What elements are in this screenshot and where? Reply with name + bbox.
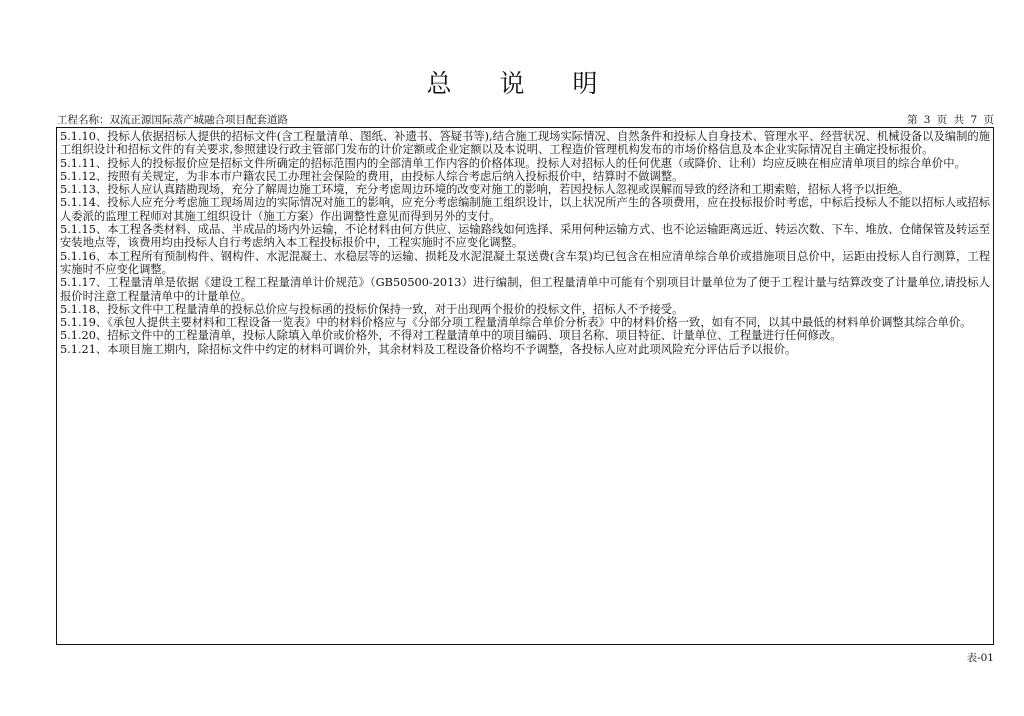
clause-5-1-20: 5.1.20、招标文件中的工程量清单，投标人除填入单价或价格外，不得对工程量清单中的项目编码、项目名称、项目特征、计量单位、工程量进行任何修改。 [60,329,842,343]
form-code-label: 表-01 [966,652,994,664]
clause-5-1-13: 5.1.13、投标人应认真踏勘现场，充分了解周边施工环境，充分考虑周边环境的改变对施工的影响，若因投标人忽视或误解而导致的经济和工期索赔，招标人将予以拒绝。 [60,183,910,197]
page-title: 总 说 明 [426,69,618,98]
document-meta [57,112,994,128]
clause-5-1-12: 5.1.12、按照有关规定，为非本市户籍农民工办理社会保险的费用，由投标人综合考虑后纳入投标报价中，结算时不做调整。 [60,169,684,183]
clause-list [60,130,990,356]
clause-5-1-15: 5.1.15、本工程各类材料、成品、半成品的场内外运输，不论材料由何方供应、运输路线如何选择、采用何种运输方式、也不论运输距离远近、转运次数、下车、堆放、仓储保管及转运至安装地点等，该费用均由投标人自行考虑纳入本工程投标报价中，工程实施时不应变化调整。 [60,223,990,250]
content-frame [56,127,994,645]
project-name-label: 工程名称：双流正源国际蒸产城融合项目配套道路 [57,114,288,126]
clause-5-1-17: 5.1.17、工程量清单是依据《建设工程工程量清单计价规范》（GB50500-2013）进行编制，但工程量清单中可能有个别项目计量单位为了便于工程计量与结算改变了计量单位,请投标人报价时注意工程量清单中的计量单位。 [60,276,990,303]
clause-5-1-14: 5.1.14、投标人应充分考虑施工现场周边的实际情况对施工的影响，应充分考虑编制施工组织设计，以上状况所产生的各项费用，应在投标报价时考虑，中标后投标人不能以招标人或招标人委派的监理工程师对其施工组织设计（施工方案）作出调整性意见而得到另外的支付。 [60,196,990,223]
page-number-label: 第 3 页 共 7 页 [906,114,994,126]
clause-5-1-19: 5.1.19、《承包人提供主要材料和工程设备一览表》中的材料价格应与《分部分项工程量清单综合单价分析表》中的材料价格一致，如有不同，以其中最低的材料单价调整其综合单价。 [60,316,972,330]
clause-5-1-16: 5.1.16、本工程所有预制构件、钢构件、水泥混凝土、水稳层等的运输、损耗及水泥混凝土泵送费(含车泵)均已包含在相应清单综合单价或措施项目总价中，运距由投标人自行测算，工程实施时不应变化调整。 [60,249,990,276]
clause-5-1-11: 5.1.11、投标人的投标报价应是招标文件所确定的招标范围内的全部清单工作内容的价格体现。投标人对招标人的任何优惠（或降价、让利）均应反映在相应清单项目的综合单价中。 [60,156,966,170]
clause-5-1-18: 5.1.18、投标文件中工程量清单的投标总价应与投标函的投标价保持一致，对于出现两个报价的投标文件，招标人不予接受。 [60,302,684,316]
clause-5-1-10: 5.1.10、投标人依据招标人提供的招标文件(含工程量清单、图纸、补遗书、答疑书等),结合施工现场实际情况、自然条件和投标人自身技术、管理水平、经营状况、机械设备以及编制的施工组织设计和招标文件的有关要求,参照建设行政主管部门发布的计价定额或企业定额以及本说明、工程造价管理机构发布的市场价格信息及本企业实际情况自主确定投标报价。 [60,130,990,157]
clause-5-1-21: 5.1.21、本项目施工期内，除招标文件中约定的材料可调价外，其余材料及工程设备价格均不予调整，各投标人应对此项风险充分评估后予以报价。 [60,342,797,356]
